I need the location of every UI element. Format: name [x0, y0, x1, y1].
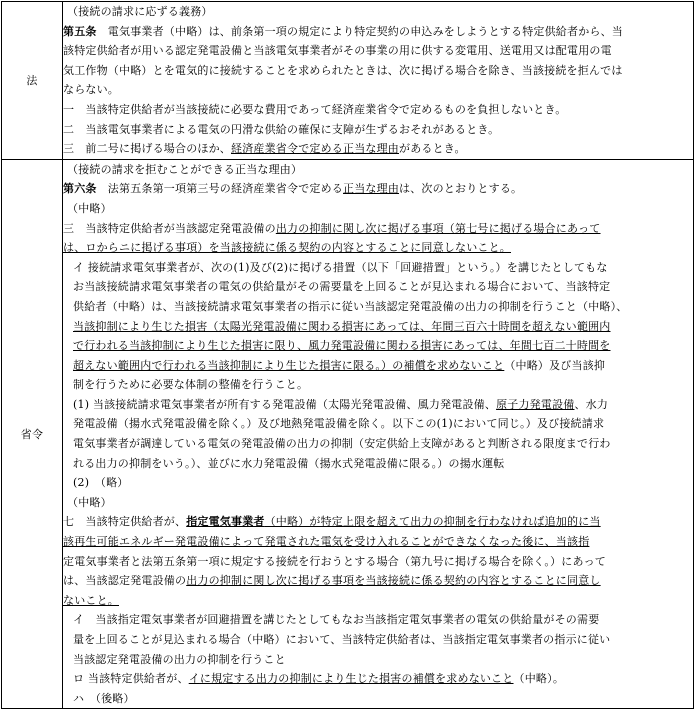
ordinance-article-6-text: [63, 159, 694, 709]
subitem-line: [63, 473, 693, 493]
subitem-line: [63, 414, 693, 434]
text: 二 当該電気事業者による電気の円滑な供給の確保に支障が生ずるおそれがあるとき。: [63, 122, 500, 136]
text: （中略）: [67, 201, 112, 215]
text: 一 当該特定供給者が当該接続に必要な費用であって経済産業省令で定めるものを負担しないとき。: [63, 102, 567, 116]
body-line: [63, 22, 693, 42]
text: (1) 当該接続請求電気事業者が所有する発電設備（太陽光発電設備、風力発電設備、: [73, 397, 497, 411]
law-article-5-text: [63, 2, 694, 160]
underlined-text: で行われる当該抑制により生じた損害に限り、風力発電設備に関わる損害にあっては、年間七百二十時間を: [73, 339, 611, 353]
subitem-line: [63, 610, 693, 630]
row-label-ordinance: 省令: [2, 159, 63, 709]
ordinance-row: [2, 159, 694, 709]
underlined-text: 正当な理由: [343, 182, 400, 196]
item-line: [63, 219, 693, 239]
subitem-line: [63, 277, 693, 297]
heading-line: [63, 160, 693, 180]
item-line: [63, 591, 693, 611]
text: 三 当該特定供給者が当該認定発電設備の: [63, 221, 276, 235]
subitem-line: [63, 669, 693, 689]
text: （中略）: [67, 495, 112, 509]
underlined-text: に関し次に掲げる事項（第七号に掲げる場合にあって: [331, 221, 601, 235]
text: 三 前二号に掲げる場合のほか、: [63, 142, 231, 156]
text: 量を上回ることが見込まれる場合（中略）において、当該特定供給者は、当該指定電気事業者の指示に従い: [73, 633, 611, 646]
text: イ 接続請求電気事業者が、次の(1)及び(2)に掲げる措置（以下「回避措置」という。）を講じたとしてもな: [73, 260, 608, 274]
body-line: [63, 199, 693, 219]
text: があるとき。: [399, 142, 466, 156]
underlined-text: イに規定する出力の抑制により生じた損害の補償を求めないこと: [188, 672, 514, 686]
underlined-text: 該再生可能エネルギー発電設備によって発電された電気を受け入れることができなくなった後に、当該指: [63, 535, 590, 549]
text: ハ （後略）: [73, 691, 135, 705]
underlined-text: （中略）が特定上限を超えて出力の抑制を行わなければ追加的に当: [264, 515, 601, 529]
subitem-line: [63, 317, 693, 337]
underlined-text: 超えない範囲内で行われる当該抑制により生じた損害に限る。）の補償を求めないこと: [73, 358, 505, 372]
subitem-line: [63, 395, 693, 415]
underlined-text: 当該抑制により生じた損害（太陽光発電設備に関わる損害にあっては、年間三百六十時間を超えない範囲内: [73, 319, 611, 333]
subitem-line: [63, 258, 693, 278]
subitem-line: [63, 336, 693, 356]
article-number: 第六条: [63, 182, 97, 196]
text: 七 当該特定供給者が、: [63, 515, 187, 529]
text: 法第五条第一項第三号の経済産業省令で定める: [96, 182, 344, 196]
text: (2) （略）: [73, 476, 129, 490]
subitem-line: [63, 454, 693, 474]
text: ならない。: [63, 83, 119, 97]
text: イ 当該指定電気事業者が回避措置を講じたとしてもなお当該指定電気事業者の電気の供給量がその需要: [73, 613, 600, 627]
text: （中略）及び当該抑: [504, 358, 606, 372]
underlined-text: ないこと。: [63, 593, 119, 607]
subitem-line: [63, 297, 693, 317]
text: 制を行うために必要な体制の整備を行うこと。: [73, 378, 309, 392]
item-line: [63, 532, 693, 552]
item-line: [63, 552, 693, 572]
text: （中略）。: [513, 672, 565, 686]
text: ロ 当該特定供給者が、: [73, 672, 189, 686]
text: 電気事業者が調達している電気の発電設備の出力の抑制（安定供給上支障があると判断される限度まで行わ: [73, 437, 611, 451]
item-line: [63, 238, 693, 258]
underlined-text: 経済産業省令で定める正当な理由: [231, 142, 399, 156]
emphasized-text: 指定電気事業者: [186, 515, 265, 529]
subitem-line: [63, 375, 693, 395]
item-line: [63, 571, 693, 591]
text: は、当該認定発電設備の: [63, 574, 187, 588]
body-line: [63, 61, 693, 81]
law-row: [2, 2, 694, 160]
body-line: [63, 80, 693, 100]
row-label-law: 法: [2, 2, 63, 160]
item-line: [63, 512, 693, 532]
item-line: [63, 120, 693, 140]
text: 、水力: [574, 397, 609, 411]
text: お当該接続請求電気事業者の電気の供給量がその需要量を上回ることが見込まれる場合において、当該特定: [73, 280, 611, 294]
subitem-line: [63, 650, 693, 670]
text: （接続の請求を拒むことができる正当な理由）: [67, 162, 303, 176]
subitem-line: [63, 434, 693, 454]
item-line: [63, 100, 693, 120]
underlined-text: は、ロからニに掲げる事項）を当該接続に係る契約の内容とすることに同意しないこと。: [63, 241, 511, 255]
subitem-line: [63, 689, 693, 709]
subitem-line: [63, 356, 693, 376]
text: 気工作物（中略）とを電気的に接続することを求められたときは、次に掲げる場合を除き、当該接続を拒んでは: [63, 63, 623, 77]
underlined-text: 原子力発電設備: [496, 397, 575, 411]
text: 供給者（中略）は、当該接続請求電気事業者の指示に従い当該認定発電設備の出力の抑制を行うこと（中略）、: [73, 299, 628, 313]
body-line: [63, 179, 693, 199]
text: 当該認定発電設備の出力の抑制を行うこと: [73, 652, 286, 666]
body-line: [63, 41, 693, 61]
underlined-text: 出力の抑制: [275, 221, 332, 235]
heading-line: [63, 2, 693, 22]
item-line: [63, 139, 693, 159]
text: 定電気事業者と法第五条第一項に規定する接続を行おうとする場合（第九号に掲げる場合を除く。）にあって: [63, 554, 606, 568]
article-number: 第五条: [63, 24, 97, 38]
text: （接続の請求に応ずる義務）: [67, 5, 213, 18]
law-comparison-table: [1, 1, 694, 709]
text: は、次のとおりとする。: [399, 182, 523, 196]
text: 電気事業者（中略）は、前条第一項の規定により特定契約の申込みをしようとする特定供給者から、当: [96, 24, 624, 38]
text: 該特定供給者が用いる認定発電設備と当該電気事業者がその事業の用に供する変電用、送電用又は配電用の電: [63, 44, 612, 58]
text: れる出力の抑制をいう。）、並びに水力発電設備（揚水式発電設備に限る。）の揚水運転: [73, 456, 505, 470]
body-line: [63, 493, 693, 513]
text: 発電設備（揚水式発電設備を除く。）及び地熱発電設備を除く。以下この(1)において同じ。）及び接続請求: [73, 417, 605, 431]
subitem-line: [63, 630, 693, 650]
underlined-text: 出力の抑制に関し次に掲げる事項を当該接続に係る契約の内容とすることに同意し: [186, 574, 601, 588]
